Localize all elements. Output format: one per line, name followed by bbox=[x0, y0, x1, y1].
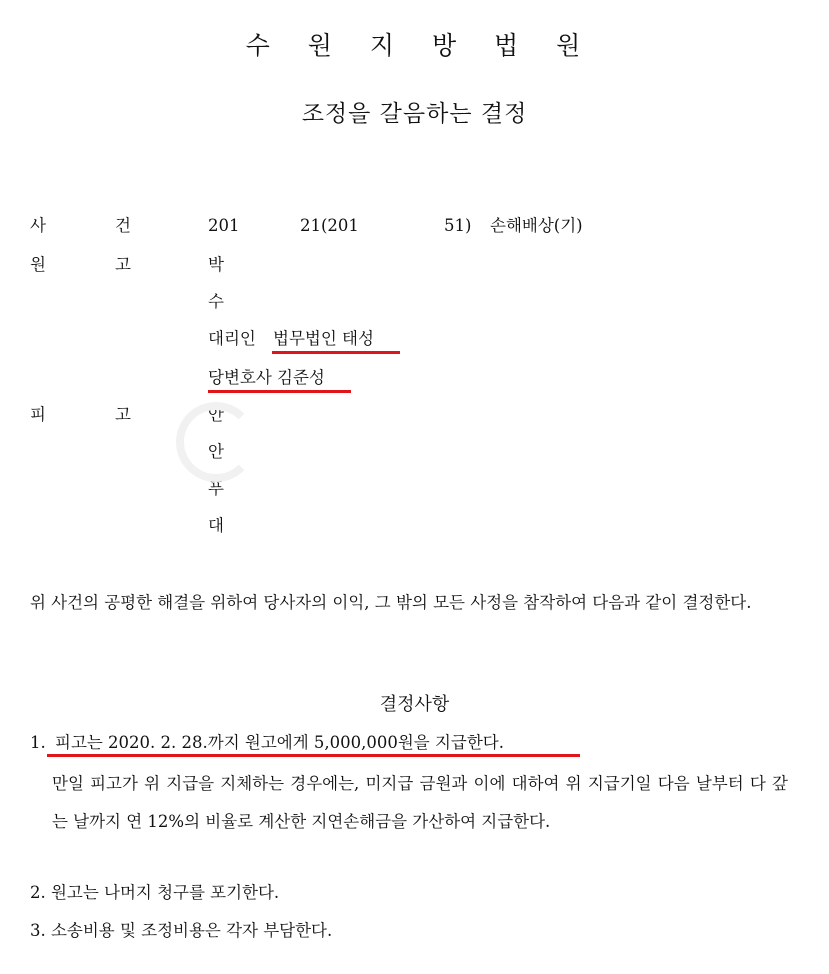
defendant-name-2: 안 bbox=[208, 442, 224, 461]
defendant-label-1: 피 bbox=[30, 405, 46, 424]
document-title: 조정을 갈음하는 결정 bbox=[301, 101, 528, 127]
defendant-name-1: 안 bbox=[208, 405, 224, 424]
agent-firm: 법무법인 태성 bbox=[273, 329, 374, 348]
defendant-name-3: 푸 bbox=[208, 479, 224, 498]
item-2: 2. 원고는 나머지 청구를 포기한다. bbox=[30, 883, 280, 902]
plaintiff-name-1: 박 bbox=[208, 255, 224, 274]
court-name: 수 원 지 방 법 원 bbox=[245, 31, 596, 60]
item-1-detail: 만일 피고가 위 지급을 지체하는 경우에는, 미지급 금원과 이에 대하여 위 지급기일 다음 날부터 다 갚는 날까지 연 12%의 비율로 계산한 지연손해금을 가산하여 지급한다. bbox=[52, 774, 788, 831]
decision-heading: 결정사항 bbox=[379, 694, 450, 715]
plaintiff-label-2: 고 bbox=[115, 255, 131, 274]
defendant-label-2: 고 bbox=[115, 405, 131, 424]
responsible-lawyer: 당변호사 김준성 bbox=[208, 368, 325, 387]
watermark-mark bbox=[176, 402, 256, 482]
item-1-underline bbox=[47, 754, 580, 757]
item-3: 3. 소송비용 및 조정비용은 각자 부담한다. bbox=[30, 921, 333, 940]
case-number-part-c: 51) bbox=[444, 216, 472, 235]
plaintiff-label-1: 원 bbox=[30, 255, 46, 274]
defendant-name-4: 대 bbox=[208, 516, 224, 535]
plaintiff-name-2: 수 bbox=[208, 292, 224, 311]
lawyer-underline bbox=[208, 390, 351, 393]
case-label-2: 건 bbox=[115, 216, 131, 235]
agent-firm-underline bbox=[272, 351, 400, 354]
case-number-part-a: 201 bbox=[208, 216, 240, 235]
intro-paragraph: 위 사건의 공평한 해결을 위하여 당사자의 이익, 그 밖의 모든 사정을 참작하여 다음과 같이 결정한다. bbox=[30, 593, 752, 612]
case-number-part-b: 21(201 bbox=[300, 216, 359, 235]
item-1-number: 1. bbox=[30, 733, 46, 752]
item-1-main: 피고는 2020. 2. 28.까지 원고에게 5,000,000원을 지급한다. bbox=[55, 733, 504, 752]
case-name: 손해배상(기) bbox=[490, 216, 583, 235]
case-label-1: 사 bbox=[30, 216, 46, 235]
agent-prefix: 대리인 bbox=[208, 329, 256, 348]
